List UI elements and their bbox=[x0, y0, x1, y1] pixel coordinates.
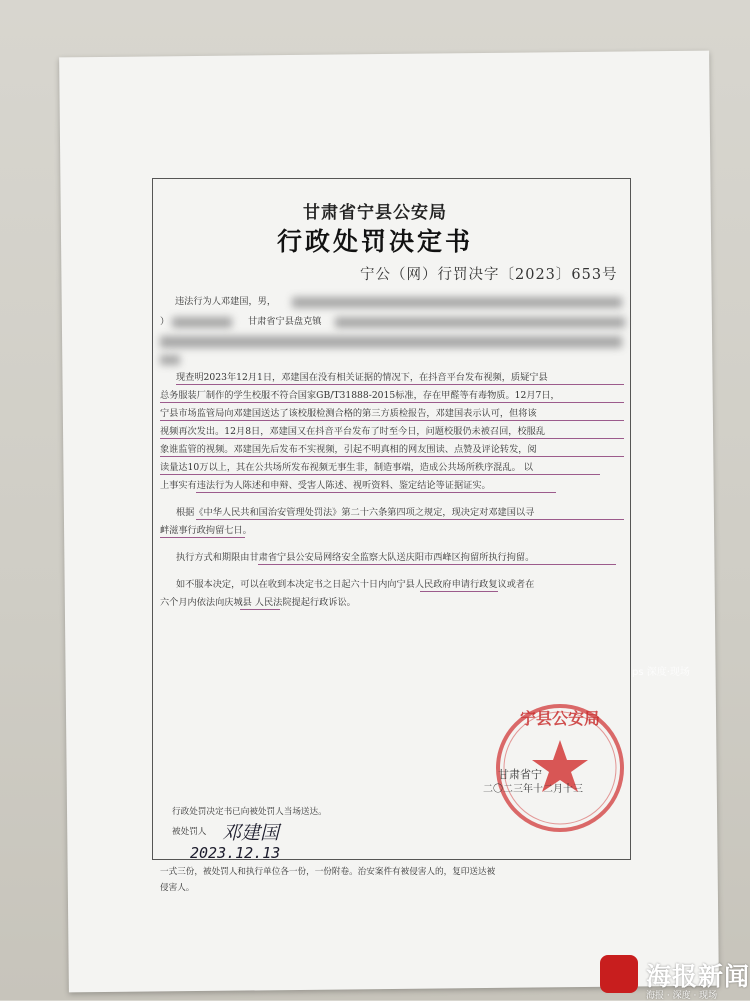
body-line: 读量达10万以上，其在公共场所发布视频无事生非，制造事端，造成公共场所秩序混乱。 以 bbox=[160, 462, 533, 473]
highlight-underline bbox=[160, 402, 624, 403]
party-line-1: 违法行为人邓建国，男， bbox=[175, 296, 277, 307]
highlight-underline bbox=[420, 591, 498, 592]
recipient-label: 被处罚人 bbox=[172, 827, 207, 837]
brand-logo-icon bbox=[600, 955, 638, 993]
highlight-underline bbox=[258, 564, 616, 565]
brand-name: 海报新闻 bbox=[646, 962, 750, 991]
highlight-underline bbox=[196, 519, 624, 520]
highlight-underline bbox=[196, 492, 556, 493]
photo-credit: ps 深度·现场 bbox=[632, 667, 690, 678]
handwritten-date: 2023.12.13 bbox=[190, 844, 281, 862]
redacted-block bbox=[172, 317, 232, 328]
party-line-2-prefix: ） bbox=[160, 316, 170, 327]
redacted-block bbox=[160, 336, 622, 348]
body-line: 如不服本决定，可以在收到本决定书之日起六十日内向宁县人民政府申请行政复议或者在 bbox=[176, 579, 535, 590]
issuer-title: 甘肃省宁县公安局 bbox=[303, 203, 447, 223]
official-seal bbox=[492, 700, 628, 836]
body-line: 上事实有违法行为人陈述和申辩、受害人陈述、视听资料、鉴定结论等证据证实。 bbox=[160, 480, 491, 491]
seal-ring-text: 宁县公安局 bbox=[519, 709, 601, 728]
highlight-underline bbox=[160, 474, 600, 475]
seal-center-text: 甘肃省宁 bbox=[498, 768, 542, 781]
highlight-underline bbox=[176, 384, 624, 385]
document-title: 行政处罚决定书 bbox=[276, 227, 473, 256]
body-line: 总务服装厂制作的学生校服不符合国家GB/T31888-2015标准，存在甲醛等有毒物质。12月7日， bbox=[160, 390, 560, 401]
highlight-underline bbox=[160, 438, 624, 439]
redacted-block bbox=[292, 297, 622, 308]
delivery-statement: 行政处罚决定书已向被处罚人当场送达。 bbox=[172, 807, 327, 817]
brand-subtitle: 海报 · 深度 · 现场 bbox=[646, 991, 718, 1001]
body-line: 现查明2023年12月1日，邓建国在没有相关证据的情况下，在抖音平台发布视频，质疑宁县 bbox=[176, 372, 548, 383]
redacted-block bbox=[160, 355, 180, 365]
highlight-underline bbox=[160, 456, 624, 457]
highlight-underline bbox=[160, 537, 245, 538]
decision-date: 二〇二三年十二月十三 bbox=[483, 784, 583, 795]
body-line: 衅滋事行政拘留七日。 bbox=[160, 525, 252, 536]
body-line: 根据《中华人民共和国治安管理处罚法》第二十六条第四项之规定，现决定对邓建国以寻 bbox=[176, 507, 535, 518]
footer-note-2: 侵害人。 bbox=[160, 883, 195, 893]
body-line: 六个月内依法向庆城县 人民法院提起行政诉讼。 bbox=[160, 597, 356, 608]
handwritten-signature: 邓建国 bbox=[222, 822, 280, 844]
highlight-underline bbox=[160, 420, 624, 421]
body-line: 执行方式和期限由甘肃省宁县公安局网络安全监察大队送庆阳市西峰区拘留所执行拘留。 bbox=[176, 552, 535, 563]
party-address: 甘肃省宁县盘克镇 bbox=[248, 316, 322, 327]
body-line: 视频再次发出。12月8日，邓建国又在抖音平台发布了时至今日，问题校服仍未被召回，校服乱 bbox=[160, 426, 546, 437]
footer-note-1: 一式三份，被处罚人和执行单位各一份，一份附卷。治安案件有被侵害人的，复印送达被 bbox=[160, 867, 496, 877]
body-line: 象谁监管的视频。邓建国先后发布不实视频，引起不明真相的网友围读、点赞及评论转发，阅 bbox=[160, 444, 537, 455]
body-line: 宁县市场监管局向邓建国送达了该校服检测合格的第三方质检报告，邓建国表示认可，但将该 bbox=[160, 408, 537, 419]
redacted-block bbox=[335, 317, 625, 328]
highlight-underline bbox=[240, 609, 280, 610]
document-number: 宁公（网）行罚决字〔2023〕653号 bbox=[360, 267, 618, 283]
